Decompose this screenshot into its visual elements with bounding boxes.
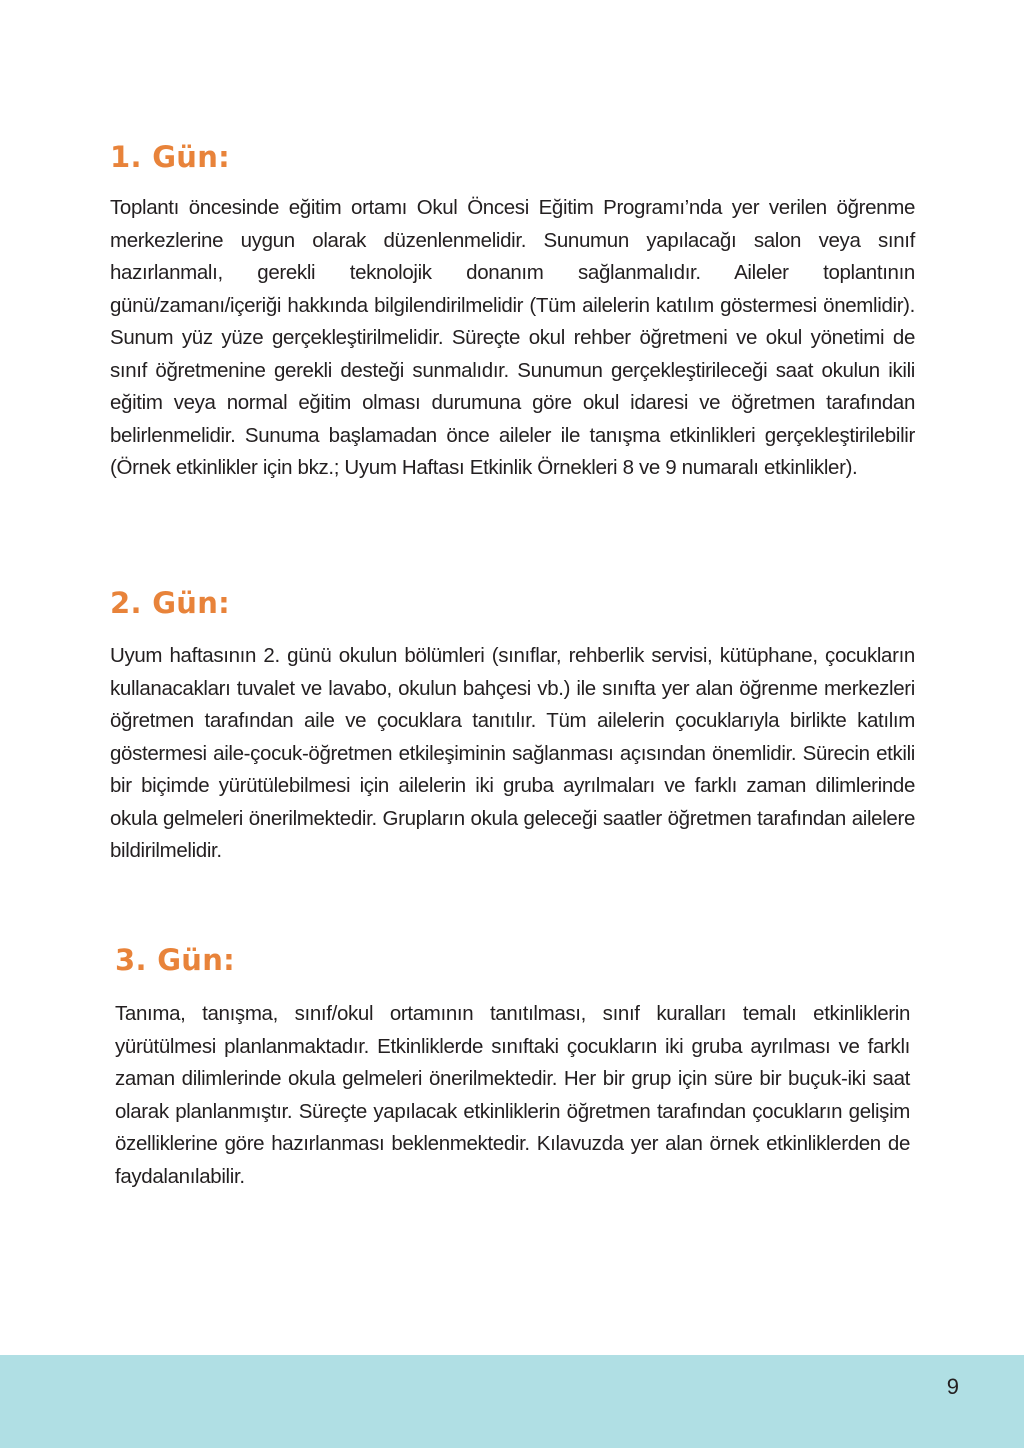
section-heading: 3. Gün: (115, 943, 236, 977)
section-heading: 2. Gün: (110, 586, 231, 620)
section-paragraph: Toplantı öncesinde eğitim ortamı Okul Öncesi Eğitim Programı’nda yer verilen öğrenme merkezlerine uygun olarak düzenlenmelidir. Sunumun yapılacağı salon veya sınıf hazırlanmalı, gerekli teknolojik donanım sağlanmalıdır. Aileler toplantının günü/zamanı/içeriği hakkında bilgilendirilmelidir (Tüm ailelerin katılım göstermesi önemlidir). Sunum yüz yüze gerçekleştirilmelidir. Süreçte okul rehber öğretmeni ve okul yönetimi de sınıf öğretmenine gerekli desteği sunmalıdır. Sunumun gerçekleştirileceği saat okulun ikili eğitim veya normal eğitim olması durumuna göre okul idaresi ve öğretmen tarafından belirlenmelidir. Sunuma başlamadan önce aileler ile tanışma etkinlikleri gerçekleştirilebilir (Örnek etkinlikler için bkz.; Uyum Haftası Etkinlik Örnekleri 8 ve 9 numaralı etkinlikler). (110, 196, 915, 479)
section-day-1 (110, 139, 915, 485)
section-paragraph: Tanıma, tanışma, sınıf/okul ortamının tanıtılması, sınıf kuralları temalı etkinliklerin yürütülmesi planlanmaktadır. Etkinliklerde sınıftaki çocukların iki gruba ayrılması ve farklı zaman dilimlerinde okula gelmeleri önerilmektedir. Her bir grup için süre bir buçuk-iki saat olarak planlanmıştır. Süreçte yapılacak etkinliklerin öğretmen tarafından çocukların gelişim özelliklerine göre hazırlanması beklenmektedir. Kılavuzda yer alan örnek etkinliklerden de faydalanılabilir. (115, 1002, 910, 1188)
section-day-2 (110, 585, 915, 868)
section-heading: 1. Gün: (110, 140, 231, 174)
footer-band (0, 1355, 1024, 1448)
section-day-3 (115, 942, 910, 1193)
page-number: 9 (946, 1374, 959, 1399)
section-paragraph: Uyum haftasının 2. günü okulun bölümleri (sınıflar, rehberlik servisi, kütüphane, çocukların kullanacakları tuvalet ve lavabo, okulun bahçesi vb.) ile sınıfta yer alan öğrenme merkezleri öğretmen tarafından aile ve çocuklara tanıtılır. Tüm ailelerin çocuklarıyla birlikte katılım göstermesi aile-çocuk-öğretmen etkileşiminin sağlanması açısından önemlidir. Sürecin etkili bir biçimde yürütülebilmesi için ailelerin iki gruba ayrılmaları ve farklı zaman dilimlerinde okula gelmeleri önerilmektedir. Grupların okula geleceği saatler öğretmen tarafından ailelere bildirilmelidir. (110, 644, 915, 862)
